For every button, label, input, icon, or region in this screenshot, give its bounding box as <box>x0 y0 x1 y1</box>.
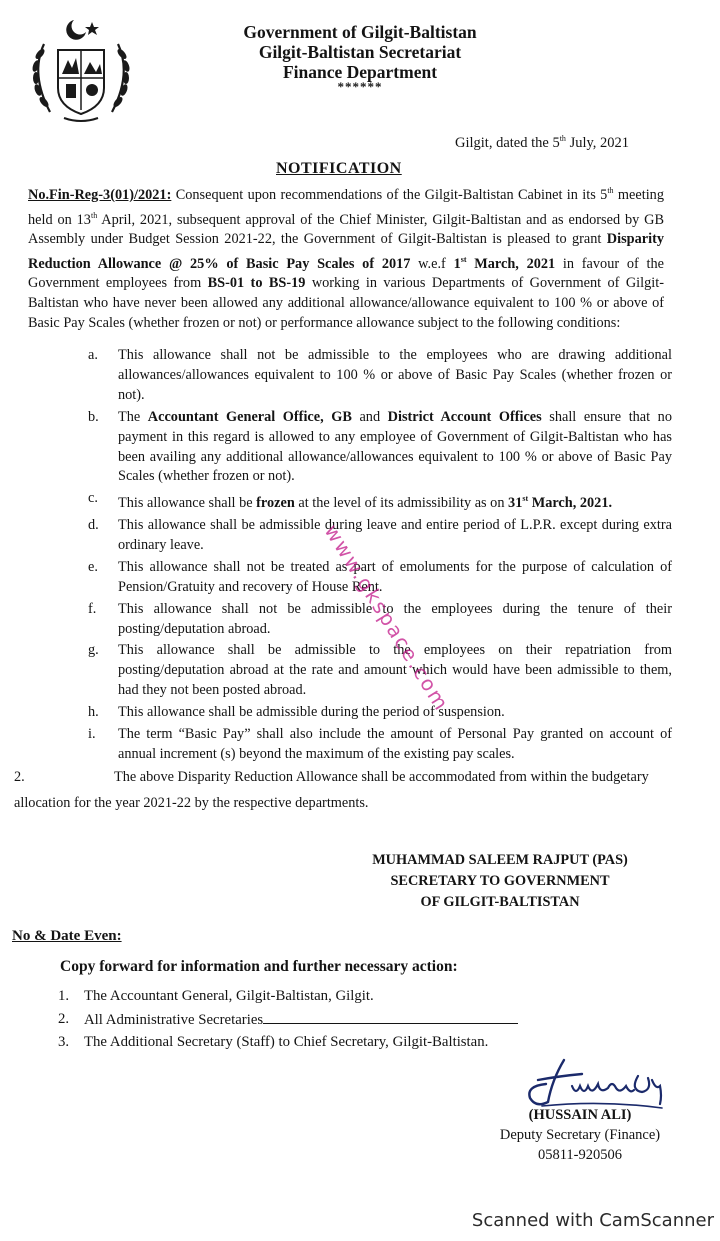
condition-c-sup: st <box>522 494 529 504</box>
body-sup-2: th <box>90 210 98 220</box>
body-bold-day: 1 <box>453 255 461 272</box>
letterhead <box>150 22 570 92</box>
condition-c-bold3: March, 2021. <box>528 495 613 512</box>
letterhead-line-department: Finance Department <box>282 62 438 82</box>
body-bold-month: March, 2021 <box>466 255 556 272</box>
paragraph-number: 2. <box>14 769 25 785</box>
condition-letter: d. <box>88 517 99 534</box>
distribution-number: 2. <box>58 1010 70 1027</box>
watermark: www.gkspace.com <box>319 520 455 716</box>
distribution-text: All Administrative Secretaries <box>84 1011 264 1028</box>
condition-b-pre: The <box>118 408 148 425</box>
condition-text: This allowance shall not be admissible to the employees during the tenure of their posting/deputation abroad. <box>118 600 672 637</box>
condition-b-mid: and <box>351 408 388 425</box>
deputy-signatory <box>470 1105 690 1165</box>
no-date-even: No & Date Even: <box>12 928 122 944</box>
distribution-text-wrap <box>84 1008 518 1032</box>
conditions-list <box>88 346 672 767</box>
letterhead-stars: ****** <box>337 79 383 94</box>
deputy-name: (HUSSAIN ALI) <box>528 1107 632 1123</box>
condition-letter: b. <box>88 408 99 425</box>
condition-text: This allowance shall be admissible to the employees on their repatriation from posting/deputation abroad at the rate and amount which would have been admissible to them, had they not been posted abroad. <box>118 642 672 699</box>
condition-letter: a. <box>88 347 98 363</box>
condition-letter: c. <box>88 490 98 507</box>
condition-b-bold2: District Account Offices <box>387 408 542 425</box>
condition-text <box>118 408 672 488</box>
condition-c <box>88 489 672 514</box>
deputy-phone: 05811-920506 <box>537 1147 623 1163</box>
condition-c-bold2: 31 <box>508 495 523 512</box>
body-text-1: Consequent upon recommendations of the Gilgit-Baltistan Cabinet in its 5 <box>171 186 608 203</box>
condition-b-post: shall ensure that no payment in this regard is allowed to any employee of Government of Gilgit-Baltistan who has been availing any additional allowance/allowances equivalent to 100 % or above of Basic Pay Scales (whether frozen or not). <box>118 408 672 485</box>
body-bold-scales: BS-01 to BS-19 <box>207 275 306 292</box>
condition-c-bold: frozen <box>256 495 295 512</box>
condition-letter: i. <box>88 726 96 743</box>
signatory-title-1: SECRETARY TO GOVERNMENT <box>390 873 610 889</box>
body-text-5: in favour of the Government employees from <box>28 255 664 292</box>
condition-letter: f. <box>88 600 97 617</box>
condition-c-mid: at the level of its admissibility as on <box>294 495 509 512</box>
body-text-2: meeting held on 13 <box>28 186 664 228</box>
blank-line <box>263 1008 518 1024</box>
condition-letter: g. <box>88 642 99 659</box>
deputy-title: Deputy Secretary (Finance) <box>499 1127 661 1143</box>
letterhead-line-government: Government of Gilgit-Baltistan <box>243 22 477 42</box>
notification-date <box>455 134 629 152</box>
date-sup: th <box>559 134 566 143</box>
scanner-label: Scanned with CamScanner <box>471 1210 714 1231</box>
paragraph-2 <box>14 764 674 816</box>
distribution-text: The Accountant General, Gilgit-Baltistan, Gilgit. <box>84 988 374 1004</box>
condition-b-bold1: Accountant General Office, GB <box>147 408 352 425</box>
copy-forward-heading: Copy forward for information and further necessary action: <box>60 958 458 975</box>
secretary-signatory <box>340 850 660 913</box>
body-text-6: working in various Departments of Government of Gilgit-Baltistan who have never been allowed any additional allowance/allowance equivalent to 100 % or above of Basic Pay Scales (whether frozen or not) or performance allowance subject to the following conditions: <box>28 275 664 332</box>
condition-h <box>88 703 672 723</box>
condition-a <box>88 346 672 406</box>
government-emblem-icon <box>24 14 138 124</box>
condition-b <box>88 408 672 488</box>
distribution-item <box>58 1008 618 1032</box>
paragraph-text: The above Disparity Reduction Allowance shall be accommodated from within the budgetary allocation for the year 2021-22 by the respective departments. <box>14 769 649 811</box>
date-prefix: Gilgit, dated the 5 <box>455 134 560 151</box>
condition-d <box>88 516 672 556</box>
condition-letter: e. <box>88 558 98 575</box>
body-text-4: w.e.f <box>410 255 454 272</box>
condition-text: This allowance shall not be admissible to the employees who are drawing additional allowances/allowances equivalent to 100 % or above of Basic Pay Scales (whether frozen or not). <box>118 347 672 403</box>
reference-number: No.Fin-Reg-3(01)/2021: <box>28 186 172 203</box>
signatory-title-2: OF GILGIT-BALTISTAN <box>420 894 580 910</box>
condition-i <box>88 725 672 765</box>
body-text-3: April, 2021, subsequent approval of the Chief Minister, Gilgit-Baltistan and as endorsed by GB Assembly under Budget Session 2021-22, the Government of Gilgit-Baltistan is pleased to grant <box>28 211 664 248</box>
distribution-text: The Additional Secretary (Staff) to Chief Secretary, Gilgit-Baltistan. <box>84 1034 489 1050</box>
distribution-list <box>58 985 618 1054</box>
condition-text: The term “Basic Pay” shall also include the amount of Personal Pay granted on account of annual increment (s) beyond the maximum of the existing pay scales. <box>118 726 672 762</box>
date-suffix: July, 2021 <box>565 134 630 151</box>
distribution-item <box>58 985 618 1008</box>
condition-text <box>118 489 672 514</box>
condition-text: This allowance shall be admissible during leave and entire period of L.P.R. except during extra ordinary leave. <box>118 517 672 553</box>
body-sup-1: th <box>607 186 614 195</box>
body-sup-3: st <box>460 254 467 264</box>
letterhead-line-secretariat: Gilgit-Baltistan Secretariat <box>258 42 462 62</box>
condition-text: This allowance shall be admissible during the period of suspension. <box>118 704 505 721</box>
condition-text: This allowance shall not be treated as part of emoluments for the purpose of calculation of Pension/Gratuity and recovery of House Rent. <box>118 558 672 595</box>
distribution-number: 3. <box>58 1034 70 1050</box>
notification-body <box>28 181 664 334</box>
condition-c-pre: This allowance shall be <box>118 495 257 512</box>
notification-title: NOTIFICATION <box>276 160 402 177</box>
condition-letter: h. <box>88 704 99 721</box>
body-bold-allowance: Disparity Reduction Allowance @ 25% of Basic Pay Scales of 2017 <box>28 231 664 272</box>
distribution-number: 1. <box>58 988 70 1004</box>
condition-g <box>88 641 672 701</box>
signatory-name: MUHAMMAD SALEEM RAJPUT (PAS) <box>372 852 628 868</box>
